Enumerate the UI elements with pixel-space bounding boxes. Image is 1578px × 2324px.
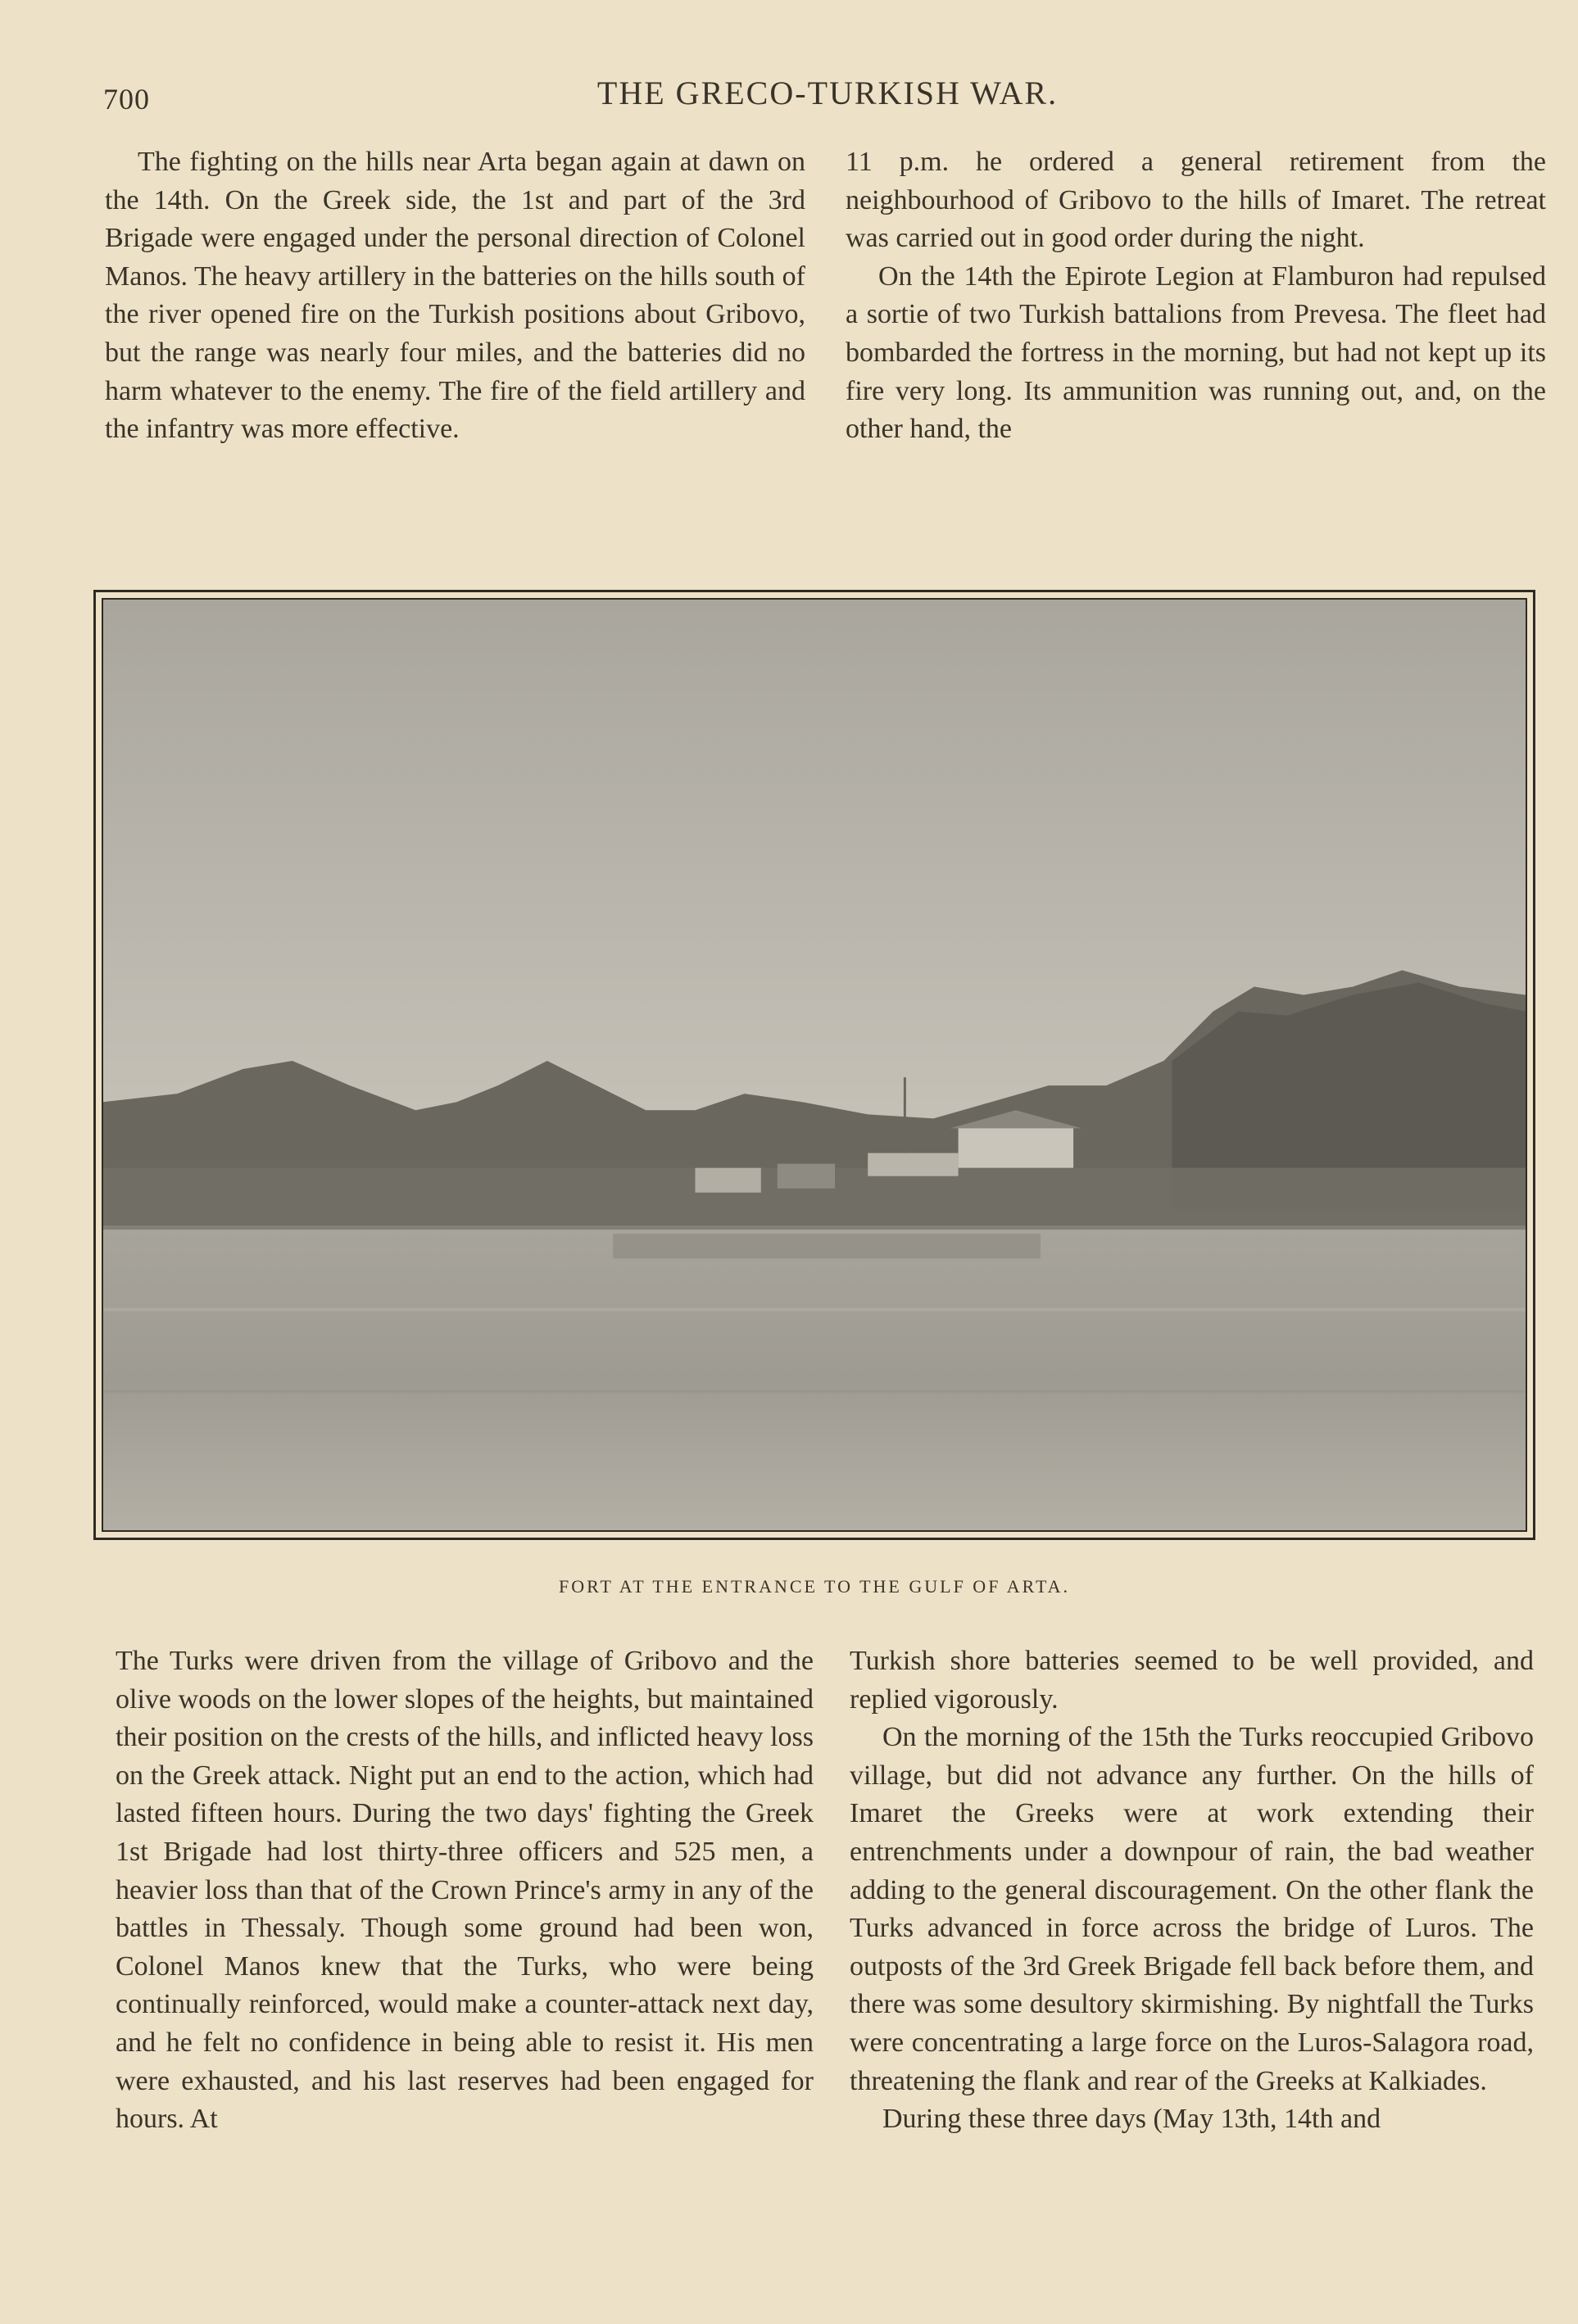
- paragraph: On the morning of the 15th the Turks reoccupied Gribovo village, but did not advance any further. On the hills of Imaret the Greeks were at work extending their entrenchments under a downpour of rain, the bad weather adding to the general discouragement. On the other flank the Turks advanced in force across the bridge of Luros. The outposts of the 3rd Greek Brigade fell back before them, and there was some desultory skirmishing. By nightfall the Turks were concentrating a large force on the Luros-Salagora road, threatening the flank and rear of the Greeks at Kalkiades.: [850, 1722, 1534, 2096]
- paragraph: On the 14th the Epirote Legion at Flamburon had repulsed a sortie of two Turkish battalions from Prevesa. The fleet had bombarded the fortress in the morning, but had not kept up its fire very long. Its ammunition was running out, and, on the other hand, the: [846, 260, 1546, 445]
- top-left-column: [105, 143, 805, 449]
- landscape-image: [103, 600, 1526, 1530]
- illustration-caption: FORT AT THE ENTRANCE TO THE GULF OF ARTA.: [558, 1576, 1071, 1597]
- paragraph: The fighting on the hills near Arta began again at dawn on the 14th. On the Greek side, the 1st and part of the 3rd Brigade were engaged under the personal direction of Colonel Manos. The heavy artillery in the batteries on the hills south of the river opened fire on the Turkish positions about Gribovo, but the range was nearly four miles, and the batteries did no harm whatever to the enemy. The fire of the field artillery and the infantry was more effective.: [105, 147, 805, 445]
- bottom-right-column: [850, 1642, 1534, 2139]
- running-title: THE GRECO-TURKISH WAR.: [596, 75, 1059, 111]
- paragraph: During these three days (May 13th, 14th and: [882, 2104, 1381, 2135]
- illustration-frame: [93, 590, 1535, 1540]
- bottom-left-column: [116, 1642, 814, 2139]
- page-number: 700: [103, 83, 150, 116]
- paragraph: Turkish shore batteries seemed to be well provided, and replied vigorously.: [850, 1646, 1534, 1715]
- top-right-column: [846, 143, 1546, 449]
- paragraph: The Turks were driven from the village of Gribovo and the olive woods on the lower slopes of the heights, but maintained their position on the crests of the hills, and inflicted heavy loss on the Greek attack. Night put an end to the action, which had lasted fifteen hours. During the two days' fighting the Greek 1st Brigade had lost thirty-three officers and 525 men, a heavier loss than that of the Crown Prince's army in any of the battles in Thessaly. Though some ground had been won, Colonel Manos knew that the Turks, who were being continually reinforced, would make a counter-attack next day, and he felt no confidence in being able to resist it. His men were exhausted, and his last reserves had been engaged for hours. At: [116, 1646, 814, 2135]
- paragraph: 11 p.m. he ordered a general retirement from the neighbourhood of Gribovo to the hills of Imaret. The retreat was carried out in good order during the night.: [846, 147, 1546, 254]
- fort-landscape-illustration: [102, 598, 1527, 1532]
